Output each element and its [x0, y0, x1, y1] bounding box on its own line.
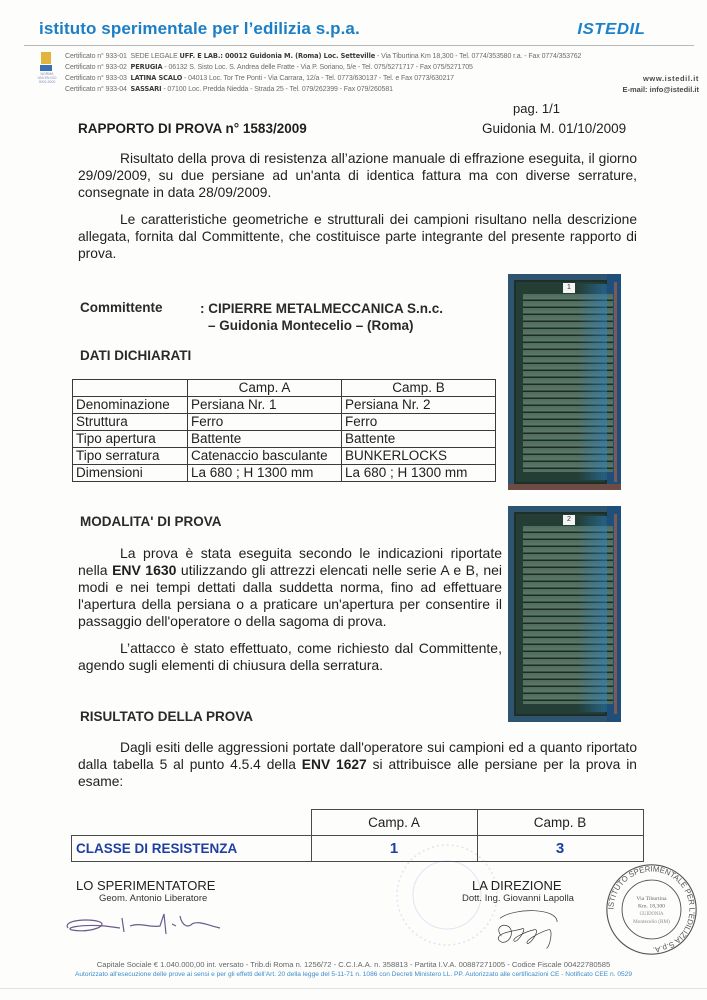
intro-text-1: Risultato della prova di resistenza all’azione manuale di effrazione eseguita, il giorno 29/09/2009, su due persiane ad un'anta di identica fattura ma con diverse serrature, consegnate in data 28/09/2009. — [78, 151, 637, 200]
cell-camp-b: Battente — [342, 431, 496, 448]
certificate-number: Certificato n° 933-02 — [65, 64, 127, 71]
certificate-address: - Via Tiburtina Km 18,300 - Tel. 0774/353580 r.a. - Fax 0774/353762 — [377, 53, 582, 60]
cell-camp-b: BUNKERLOCKS — [342, 448, 496, 465]
result-text: Dagli esiti delle aggressioni portate dall'operatore sui campioni ed a quanto riportato dalla tabella 5 al punto 4.5.4 della — [78, 740, 637, 772]
certificate-line — [65, 52, 581, 60]
table-row — [73, 397, 496, 414]
stamp-line: Km. 18,300 — [637, 903, 666, 910]
report-title: RAPPORTO DI PROVA n° 1583/2009 — [78, 121, 307, 136]
experimenter-signature-icon — [60, 906, 230, 941]
table-header-cell: Camp. B — [477, 810, 643, 836]
table-row — [72, 836, 644, 862]
director-name: Dott. Ing. Giovanni Lapolla — [462, 893, 574, 904]
table-header-cell — [73, 380, 188, 397]
certificate-number: Certificato n° 933-03 — [65, 75, 127, 82]
cell-camp-a: Ferro — [188, 414, 342, 431]
result-heading: RISULTATO DELLA PROVA — [80, 709, 253, 724]
cell-camp-b: Ferro — [342, 414, 496, 431]
direction-title: LA DIREZIONE — [472, 878, 562, 893]
table-row — [73, 431, 496, 448]
certificate-office: LATINA SCALO — [130, 74, 183, 82]
certificate-address: - 06132 S. Sisto Loc. S. Andrea delle Fratte - Via P. Soriano, 5/e - Tel. 075/5271717 - Fax 075/5271705 — [164, 64, 473, 71]
experimenter-title: LO SPERIMENTATORE — [76, 878, 216, 893]
row-label: Tipo apertura — [73, 431, 188, 448]
certificate-office: PERUGIA — [130, 63, 163, 71]
page-number: pag. 1/1 — [513, 101, 560, 116]
table-header-row — [73, 380, 496, 397]
method-heading: MODALITA' DI PROVA — [80, 514, 222, 529]
row-label: Dimensioni — [73, 465, 188, 482]
istedil-logo: ISTEDIL — [577, 21, 646, 38]
iso-certification-badge-icon — [36, 52, 58, 92]
resistance-class-table — [71, 809, 644, 862]
table-header-cell: Camp. B — [342, 380, 496, 397]
row-label: Struttura — [73, 414, 188, 431]
director-signature-icon — [470, 904, 580, 954]
stamp-line: GUIDONIA — [639, 912, 664, 918]
stamp-line: Via Tiburtina — [636, 896, 667, 902]
method-text: La prova è stata eseguita secondo le indicazioni riportate nella — [78, 545, 502, 578]
norm-reference: ENV 1630 — [112, 562, 177, 578]
certificate-line — [65, 74, 454, 82]
footer-divider — [0, 988, 707, 989]
declared-data-table — [72, 379, 496, 482]
declared-data-heading: DATI DICHIARATI — [80, 348, 192, 363]
method-paragraph-1 — [78, 545, 502, 630]
cell-camp-b: La 680 ; H 1300 mm — [342, 465, 496, 482]
email-link[interactable]: E-mail: info@istedil.it — [622, 85, 699, 94]
cell-camp-a: Persiana Nr. 1 — [188, 397, 342, 414]
header-divider — [24, 45, 694, 46]
empty-cell — [72, 810, 312, 836]
intro-text-2: Le caratteristiche geometriche e strutturali dei campioni risultano nella descrizione allegata, fornita dal Committente, che costituisce parte integrante del presente rapporto di prova. — [78, 212, 637, 261]
table-header-cell: Camp. A — [188, 380, 342, 397]
footer-authorization: Autorizzato all'esecuzione delle prove ai sensi e per gli effetti dell'Art. 20 della legge del 5-11-71 n. 1086 con Decreti Ministero LL. PP. Autorizzato alle certificazioni CE - Notificato CEE n. 0529 — [74, 971, 633, 978]
experimenter-name: Geom. Antonio Liberatore — [99, 893, 208, 904]
cell-camp-a: Battente — [188, 431, 342, 448]
sample-tag: 1 — [563, 283, 575, 293]
client-location-line: – Guidonia Montecelio – (Roma) — [208, 318, 414, 333]
sample-tag: 2 — [563, 515, 575, 525]
footer-company-info: Capitale Sociale € 1.040.000,00 int. versato - Trib.di Roma n. 1256/72 - C.C.I.A.A. n. 358813 - Partita I.V.A. 00887271005 - Codice Fiscale 00422780585 — [96, 960, 611, 969]
intro-paragraph-2 — [78, 211, 637, 262]
table-header-row — [72, 810, 644, 836]
cell-camp-b: Persiana Nr. 2 — [342, 397, 496, 414]
shutter-photo-sample-b — [508, 506, 621, 722]
certificate-number: Certificato n° 933-04 — [65, 86, 127, 93]
result-text: si attribuisce alle persiane per la prova in esame: — [78, 757, 637, 789]
shutter-photo-sample-a — [508, 274, 621, 490]
method-text: L’attacco è stato effettuato, come richiesto dal Committente, agendo sugli elementi di chiusura della serratura. — [78, 640, 502, 673]
client-name — [200, 300, 443, 334]
certificate-office: SASSARI — [130, 85, 162, 93]
row-label: Denominazione — [73, 397, 188, 414]
official-stamp-icon — [604, 862, 699, 957]
resistance-class-camp-a: 1 — [311, 836, 477, 862]
table-row — [73, 448, 496, 465]
certificate-number: Certificato n° 933-01 — [65, 53, 127, 60]
certificate-line — [65, 63, 473, 71]
certificate-address: - 04013 Loc. Tor Tre Ponti - Via Carrara, 12/a - Tel. 0773/630137 - Tel. e Fax 0773/630217 — [184, 75, 454, 82]
certificate-pre: SEDE LEGALE — [130, 53, 178, 60]
result-paragraph — [78, 739, 637, 790]
cell-camp-a: La 680 ; H 1300 mm — [188, 465, 342, 482]
table-header-cell: Camp. A — [311, 810, 477, 836]
client-name-line: : CIPIERRE METALMECCANICA S.n.c. — [200, 301, 444, 316]
resistance-class-label: CLASSE DI RESISTENZA — [72, 836, 312, 862]
method-paragraph-2 — [78, 640, 502, 674]
client-label: Committente — [80, 300, 163, 315]
certificate-address: - 07100 Loc. Predda Niedda - Strada 25 - Tel. 079/262399 - Fax 079/260581 — [163, 86, 393, 93]
resistance-class-camp-b: 3 — [477, 836, 643, 862]
cell-camp-a: Catenaccio basculante — [188, 448, 342, 465]
institute-name: istituto sperimentale per l’edilizia s.p.a. — [39, 19, 360, 38]
stamp-ring-text: ISTITUTO SPERIMENTALE PER L'EDILIZIA S.p.A. — [606, 864, 697, 955]
website-link[interactable]: www.istedil.it — [642, 74, 699, 83]
table-row — [73, 414, 496, 431]
stamp-line: Montecelio (RM) — [633, 918, 670, 925]
certificate-line — [65, 85, 393, 93]
row-label: Tipo serratura — [73, 448, 188, 465]
iso-text-2: UNI EN ISO — [37, 76, 57, 80]
norm-reference: ENV 1627 — [301, 757, 367, 772]
iso-text-3: 9001:2000 — [38, 80, 56, 84]
certificate-office: UFF. E LAB.: 00012 Guidonia M. (Roma) Loc. Setteville — [179, 52, 376, 60]
method-text: utilizzando gli attrezzi elencati nelle serie A e B, nei modi e nei tempi dettati dalla suddetta norma, fino ad effettuare l'apertura della persiana o a praticare un'apertura per consentire il passaggio dell'operatore o della sagoma di prova. — [78, 562, 503, 629]
iso-text-1: NORMA — [40, 72, 54, 76]
report-place-date: Guidonia M. 01/10/2009 — [482, 121, 627, 136]
intro-paragraph-1 — [78, 150, 637, 201]
table-row — [73, 465, 496, 482]
